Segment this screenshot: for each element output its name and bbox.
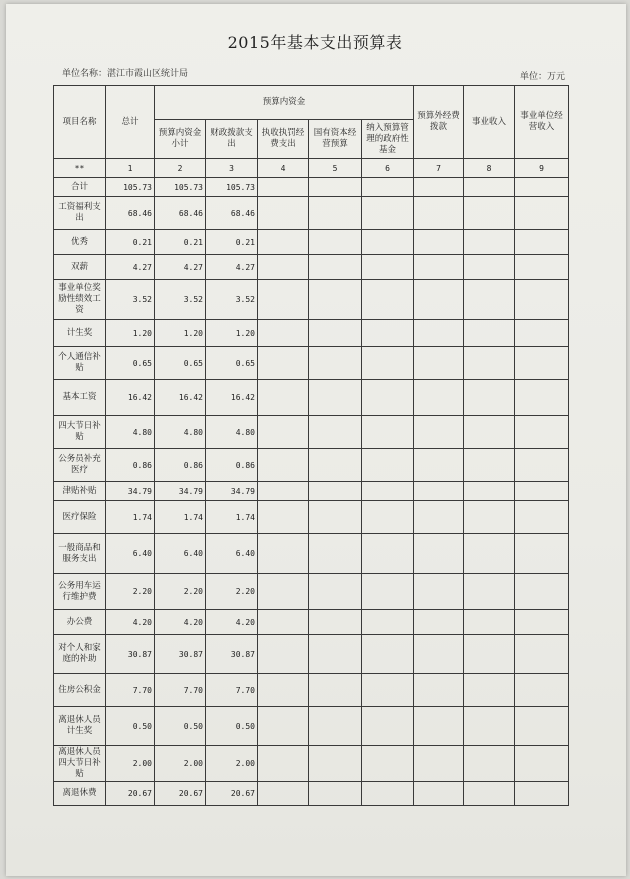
row-value-v3: 16.42 — [206, 380, 258, 416]
empty-cell — [258, 674, 309, 707]
row-item-name: 住房公积金 — [54, 674, 106, 707]
row-value-v1: 0.50 — [106, 707, 155, 746]
row-value-v3: 0.50 — [206, 707, 258, 746]
empty-cell — [464, 782, 515, 806]
empty-cell — [309, 197, 362, 230]
row-value-v1: 0.86 — [106, 449, 155, 482]
empty-cell — [464, 534, 515, 574]
row-value-v3: 30.87 — [206, 635, 258, 674]
empty-cell — [515, 635, 569, 674]
row-value-v1: 1.20 — [106, 320, 155, 347]
empty-cell — [515, 178, 569, 197]
row-value-v1: 2.20 — [106, 574, 155, 610]
row-item-name: 四大节日补贴 — [54, 416, 106, 449]
empty-cell — [414, 782, 464, 806]
row-value-v3: 0.65 — [206, 347, 258, 380]
header-total: 总计 — [106, 86, 155, 159]
empty-cell — [464, 416, 515, 449]
empty-cell — [464, 746, 515, 782]
empty-cell — [464, 707, 515, 746]
page-title: 2015年基本支出预算表 — [227, 33, 403, 52]
row-value-v3: 68.46 — [206, 197, 258, 230]
header-item-name: 项目名称 — [54, 86, 106, 159]
row-item-name: 医疗保险 — [54, 501, 106, 534]
header-business-income: 事业收入 — [464, 86, 515, 159]
empty-cell — [362, 380, 414, 416]
row-value-v1: 4.20 — [106, 610, 155, 635]
empty-cell — [515, 320, 569, 347]
empty-cell — [464, 320, 515, 347]
row-item-name: 离退休费 — [54, 782, 106, 806]
empty-cell — [258, 449, 309, 482]
empty-cell — [464, 197, 515, 230]
empty-cell — [414, 280, 464, 320]
empty-cell — [414, 746, 464, 782]
empty-cell — [515, 255, 569, 280]
empty-cell — [309, 782, 362, 806]
empty-cell — [464, 230, 515, 255]
row-value-v1: 6.40 — [106, 534, 155, 574]
table-row — [54, 674, 569, 707]
row-item-name: 公务用车运行维护费 — [54, 574, 106, 610]
empty-cell — [515, 449, 569, 482]
index-cell: 6 — [362, 159, 414, 178]
header-business-operation: 事业单位经营收入 — [515, 86, 569, 159]
empty-cell — [258, 482, 309, 501]
table-row — [54, 482, 569, 501]
row-value-v1: 3.52 — [106, 280, 155, 320]
row-item-name: 办公费 — [54, 610, 106, 635]
row-value-v2: 3.52 — [155, 280, 206, 320]
empty-cell — [258, 635, 309, 674]
empty-cell — [258, 707, 309, 746]
empty-cell — [362, 347, 414, 380]
empty-cell — [362, 674, 414, 707]
row-value-v2: 2.00 — [155, 746, 206, 782]
empty-cell — [362, 782, 414, 806]
table-row — [54, 635, 569, 674]
empty-cell — [309, 482, 362, 501]
table-row — [54, 380, 569, 416]
row-value-v3: 6.40 — [206, 534, 258, 574]
table-row — [54, 501, 569, 534]
row-item-name: 双薪 — [54, 255, 106, 280]
empty-cell — [258, 416, 309, 449]
row-value-v2: 1.74 — [155, 501, 206, 534]
row-value-v3: 2.00 — [206, 746, 258, 782]
header-extra-budget: 预算外经费拨款 — [414, 86, 464, 159]
empty-cell — [515, 197, 569, 230]
row-value-v2: 7.70 — [155, 674, 206, 707]
table-row — [54, 416, 569, 449]
row-value-v2: 4.27 — [155, 255, 206, 280]
empty-cell — [515, 746, 569, 782]
empty-cell — [414, 255, 464, 280]
row-value-v3: 34.79 — [206, 482, 258, 501]
row-value-v1: 105.73 — [106, 178, 155, 197]
empty-cell — [258, 280, 309, 320]
empty-cell — [464, 380, 515, 416]
empty-cell — [362, 501, 414, 534]
empty-cell — [464, 635, 515, 674]
empty-cell — [258, 574, 309, 610]
empty-cell — [258, 534, 309, 574]
row-item-name: 计生奖 — [54, 320, 106, 347]
row-item-name: 津贴补贴 — [54, 482, 106, 501]
row-item-name: 个人通信补贴 — [54, 347, 106, 380]
index-cell: 9 — [515, 159, 569, 178]
empty-cell — [414, 178, 464, 197]
row-value-v1: 4.80 — [106, 416, 155, 449]
empty-cell — [258, 178, 309, 197]
empty-cell — [309, 501, 362, 534]
empty-cell — [414, 501, 464, 534]
empty-cell — [464, 347, 515, 380]
table-row — [54, 746, 569, 782]
index-cell: 1 — [106, 159, 155, 178]
empty-cell — [464, 610, 515, 635]
empty-cell — [362, 178, 414, 197]
header-state-asset: 国有资本经营预算 — [309, 120, 362, 159]
unit-name: 单位名称：湛江市霞山区统计局 — [62, 69, 189, 79]
row-value-v2: 20.67 — [155, 782, 206, 806]
row-value-v2: 4.20 — [155, 610, 206, 635]
empty-cell — [515, 280, 569, 320]
unit-label: 单位：万元 — [520, 72, 566, 82]
index-cell: 4 — [258, 159, 309, 178]
header-budget-inner: 预算内资金 — [155, 86, 414, 120]
empty-cell — [309, 416, 362, 449]
empty-cell — [414, 320, 464, 347]
empty-cell — [362, 416, 414, 449]
empty-cell — [362, 449, 414, 482]
row-value-v3: 7.70 — [206, 674, 258, 707]
budget-table-body — [54, 178, 569, 806]
row-value-v1: 16.42 — [106, 380, 155, 416]
empty-cell — [515, 674, 569, 707]
empty-cell — [258, 501, 309, 534]
empty-cell — [515, 574, 569, 610]
empty-cell — [464, 674, 515, 707]
index-cell: 7 — [414, 159, 464, 178]
row-value-v3: 4.20 — [206, 610, 258, 635]
empty-cell — [258, 255, 309, 280]
row-value-v3: 4.80 — [206, 416, 258, 449]
table-row — [54, 197, 569, 230]
row-value-v2: 4.80 — [155, 416, 206, 449]
empty-cell — [464, 574, 515, 610]
row-value-v1: 4.27 — [106, 255, 155, 280]
empty-cell — [309, 380, 362, 416]
row-value-v2: 30.87 — [155, 635, 206, 674]
row-item-name: 基本工资 — [54, 380, 106, 416]
row-item-name: 离退休人员四大节日补贴 — [54, 746, 106, 782]
empty-cell — [414, 380, 464, 416]
table-row — [54, 707, 569, 746]
row-value-v3: 105.73 — [206, 178, 258, 197]
table-row — [54, 320, 569, 347]
row-value-v3: 1.20 — [206, 320, 258, 347]
empty-cell — [362, 255, 414, 280]
empty-cell — [309, 635, 362, 674]
empty-cell — [309, 230, 362, 255]
empty-cell — [515, 347, 569, 380]
row-value-v2: 0.50 — [155, 707, 206, 746]
table-row — [54, 534, 569, 574]
row-value-v1: 0.65 — [106, 347, 155, 380]
empty-cell — [515, 707, 569, 746]
empty-cell — [258, 230, 309, 255]
table-row — [54, 255, 569, 280]
index-cell: 2 — [155, 159, 206, 178]
row-item-name: 离退休人员计生奖 — [54, 707, 106, 746]
row-value-v2: 6.40 — [155, 534, 206, 574]
row-value-v2: 34.79 — [155, 482, 206, 501]
row-value-v1: 34.79 — [106, 482, 155, 501]
index-cell: 3 — [206, 159, 258, 178]
empty-cell — [515, 610, 569, 635]
empty-cell — [464, 280, 515, 320]
table-row — [54, 230, 569, 255]
empty-cell — [309, 347, 362, 380]
empty-cell — [414, 416, 464, 449]
row-value-v3: 20.67 — [206, 782, 258, 806]
empty-cell — [362, 610, 414, 635]
header-enforcement: 执收执罚经费支出 — [258, 120, 309, 159]
index-cell: ** — [54, 159, 106, 178]
empty-cell — [414, 707, 464, 746]
row-value-v2: 105.73 — [155, 178, 206, 197]
row-value-v1: 20.67 — [106, 782, 155, 806]
empty-cell — [258, 320, 309, 347]
empty-cell — [515, 230, 569, 255]
empty-cell — [309, 674, 362, 707]
row-value-v1: 1.74 — [106, 501, 155, 534]
empty-cell — [309, 280, 362, 320]
empty-cell — [309, 707, 362, 746]
empty-cell — [362, 574, 414, 610]
empty-cell — [414, 534, 464, 574]
row-value-v3: 4.27 — [206, 255, 258, 280]
empty-cell — [414, 674, 464, 707]
empty-cell — [515, 534, 569, 574]
empty-cell — [258, 197, 309, 230]
empty-cell — [464, 255, 515, 280]
empty-cell — [258, 610, 309, 635]
empty-cell — [309, 534, 362, 574]
row-value-v1: 7.70 — [106, 674, 155, 707]
table-row — [54, 782, 569, 806]
empty-cell — [414, 482, 464, 501]
empty-cell — [258, 746, 309, 782]
table-row — [54, 449, 569, 482]
empty-cell — [309, 255, 362, 280]
row-item-name: 事业单位奖励性绩效工资 — [54, 280, 106, 320]
empty-cell — [464, 482, 515, 501]
empty-cell — [362, 320, 414, 347]
empty-cell — [362, 746, 414, 782]
table-row — [54, 280, 569, 320]
empty-cell — [309, 746, 362, 782]
empty-cell — [414, 635, 464, 674]
row-item-name: 工资福利支出 — [54, 197, 106, 230]
row-value-v2: 0.21 — [155, 230, 206, 255]
header-managed-fund: 纳入预算管理的政府性基金 — [362, 120, 414, 159]
empty-cell — [258, 347, 309, 380]
empty-cell — [515, 416, 569, 449]
row-value-v3: 0.21 — [206, 230, 258, 255]
empty-cell — [309, 574, 362, 610]
empty-cell — [414, 574, 464, 610]
empty-cell — [414, 347, 464, 380]
index-row — [54, 159, 569, 178]
empty-cell — [309, 449, 362, 482]
empty-cell — [464, 449, 515, 482]
row-item-name: 一般商品和服务支出 — [54, 534, 106, 574]
empty-cell — [515, 501, 569, 534]
row-value-v1: 30.87 — [106, 635, 155, 674]
empty-cell — [362, 635, 414, 674]
empty-cell — [362, 197, 414, 230]
row-value-v3: 3.52 — [206, 280, 258, 320]
row-value-v1: 0.21 — [106, 230, 155, 255]
empty-cell — [464, 178, 515, 197]
row-value-v2: 0.65 — [155, 347, 206, 380]
empty-cell — [515, 782, 569, 806]
table-row — [54, 610, 569, 635]
row-value-v1: 68.46 — [106, 197, 155, 230]
row-value-v2: 1.20 — [155, 320, 206, 347]
row-value-v3: 2.20 — [206, 574, 258, 610]
index-cell: 8 — [464, 159, 515, 178]
budget-table — [53, 85, 569, 806]
index-cell: 5 — [309, 159, 362, 178]
table-row — [54, 178, 569, 197]
empty-cell — [414, 230, 464, 255]
empty-cell — [414, 610, 464, 635]
row-value-v2: 0.86 — [155, 449, 206, 482]
empty-cell — [414, 197, 464, 230]
empty-cell — [258, 380, 309, 416]
row-value-v1: 2.00 — [106, 746, 155, 782]
empty-cell — [464, 501, 515, 534]
table-row — [54, 347, 569, 380]
empty-cell — [515, 482, 569, 501]
header-budget-subtotal: 预算内资金小计 — [155, 120, 206, 159]
empty-cell — [362, 482, 414, 501]
row-value-v2: 68.46 — [155, 197, 206, 230]
row-item-name: 优秀 — [54, 230, 106, 255]
row-value-v2: 16.42 — [155, 380, 206, 416]
empty-cell — [362, 534, 414, 574]
row-value-v2: 2.20 — [155, 574, 206, 610]
row-item-name: 对个人和家庭的补助 — [54, 635, 106, 674]
empty-cell — [362, 230, 414, 255]
table-row — [54, 574, 569, 610]
empty-cell — [309, 610, 362, 635]
empty-cell — [309, 320, 362, 347]
empty-cell — [515, 380, 569, 416]
empty-cell — [362, 280, 414, 320]
empty-cell — [362, 707, 414, 746]
empty-cell — [309, 178, 362, 197]
empty-cell — [258, 782, 309, 806]
empty-cell — [414, 449, 464, 482]
header-fiscal-allocation: 财政拨款支出 — [206, 120, 258, 159]
row-item-name: 合计 — [54, 178, 106, 197]
row-value-v3: 0.86 — [206, 449, 258, 482]
row-value-v3: 1.74 — [206, 501, 258, 534]
row-item-name: 公务员补充医疗 — [54, 449, 106, 482]
